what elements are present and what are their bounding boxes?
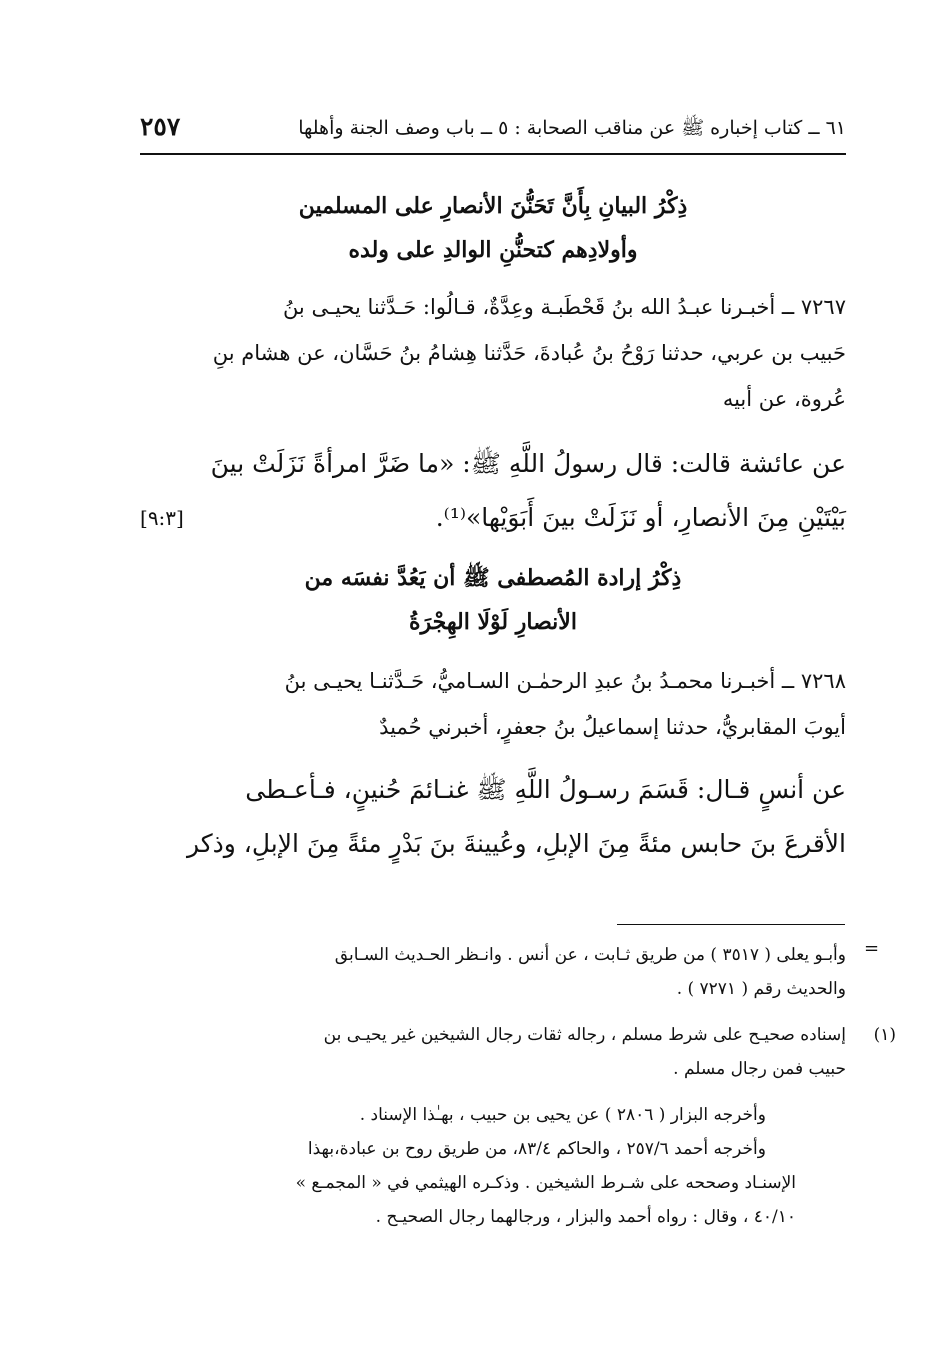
footnote-continuation <box>140 938 896 1006</box>
footnote-line: حبيب فمن رجال مسلم . <box>673 1059 846 1079</box>
text-line-with-reference <box>140 491 846 545</box>
hadith-7267-matn <box>140 437 846 545</box>
hadith-7267-isnad <box>140 284 846 422</box>
footnote-line: وأبـو يعلى ( ٣٥١٧ ) من طريق ثـابت ، عن أنس . وانـظر الحـديث السـابق <box>334 945 846 965</box>
header-divider <box>140 153 846 155</box>
heading-line: وأولادِهم كتحنُّنِ الوالدِ على ولده <box>348 237 638 263</box>
hadith-7268-isnad <box>140 658 846 750</box>
continuation-marker: = <box>864 938 880 959</box>
footnote-line: والحديث رقم ( ٧٢٧١ ) . <box>676 979 846 999</box>
footnote-line: إسناده صحيـح على شرط مسلم ، رجاله ثقات رجال الشيخين غير يحيـى بن <box>323 1025 846 1045</box>
footnote-line: ٤٠/١٠ ، وقال : رواه أحمد والبزار ، ورجالهما رجال الصحيـح . <box>375 1207 796 1227</box>
text-line: عن عائشة قالت: قال رسولُ اللَّهِ ﷺ: «ما ضَرَّ امرأةً نَزَلَتْ بينَ <box>210 449 846 478</box>
section-heading-2 <box>140 556 846 644</box>
heading-line: ذِكْرُ إرادة المُصطفى ﷺ أن يَعُدَّ نفسَه من <box>304 565 682 591</box>
section-heading-1 <box>140 184 846 272</box>
footnote-1-details <box>140 1098 846 1234</box>
text-line: ٧٢٦٧ ــ أخبـرنا عبـدُ الله بنُ قَحْطَبـة وعِدَّةٌ، قـالُوا: حَـدَّثنا يحيـى بنُ <box>282 295 846 319</box>
text-line: حَبيب بن عربي، حدثنا رَوْحُ بنُ عُبادةَ، حَدَّثنا هِشامُ بنُ حَسَّان، عن هشام بنِ <box>212 341 846 365</box>
footnote-number: (١) <box>873 1025 896 1045</box>
footnote-divider <box>617 924 845 925</box>
heading-line: ذِكْرُ البيانِ بِأَنَّ تَحَنُّنَ الأنصارِ على المسلمين <box>298 193 688 219</box>
footnote-1 <box>140 1018 896 1086</box>
page-number: ٢٥٧ <box>140 112 181 141</box>
footnote-line: وأخرجه البزار ( ٢٨٠٦ ) عن يحيى بن حبيب ، بهـٰذا الإسناد . <box>359 1105 766 1125</box>
text-line: عن أنسٍ قـال: قَسَمَ رسـولُ اللَّهِ ﷺ غنـائمَ حُنينٍ، فـأعـطى <box>245 775 846 804</box>
footnote-line: الإسنـاد وصححه على شـرط الشيخين . وذكـره الهيثمي في « المجمـع » <box>295 1173 796 1193</box>
text-line: ٧٢٦٨ ــ أخبـرنا محمـدُ بنُ عبدِ الرحمٰـن السـاميُّ، حَـدَّثنـا يحيـى بنُ <box>284 669 846 693</box>
hadith-reference: [٩:٣] <box>140 506 184 530</box>
text-line: الأقرعَ بنَ حابس مئةً مِنَ الإبلِ، وعُيينةَ بنَ بَدْرٍ مئةً مِنَ الإبلِ، وذكر <box>186 829 846 858</box>
text-line: عُروة، عن أبيه <box>722 387 846 411</box>
running-header <box>140 110 846 150</box>
running-title: ٦١ ــ كتاب إخباره ﷺ عن مناقب الصحابة : ٥ ــ باب وصف الجنة وأهلها <box>298 117 846 139</box>
text-line: بَيْتَيْنِ مِنَ الأنصارِ، أو نَزَلَتْ بينَ أَبَوَيْها»⁽¹⁾. <box>435 503 846 532</box>
footnote-line: وأخرجه أحمد ٢٥٧/٦ ، والحاكم ٨٣/٤، من طريق روح بن عبادة،بهذا <box>307 1139 766 1159</box>
hadith-7268-matn <box>140 763 846 871</box>
text-line: أيوبَ المقابريُّ، حدثنا إسماعيلُ بنُ جعفرٍ، أخبرني حُميدٌ <box>379 715 846 739</box>
heading-line: الأنصارِ لَوْلَا الهِجْرَةُ <box>409 609 577 635</box>
